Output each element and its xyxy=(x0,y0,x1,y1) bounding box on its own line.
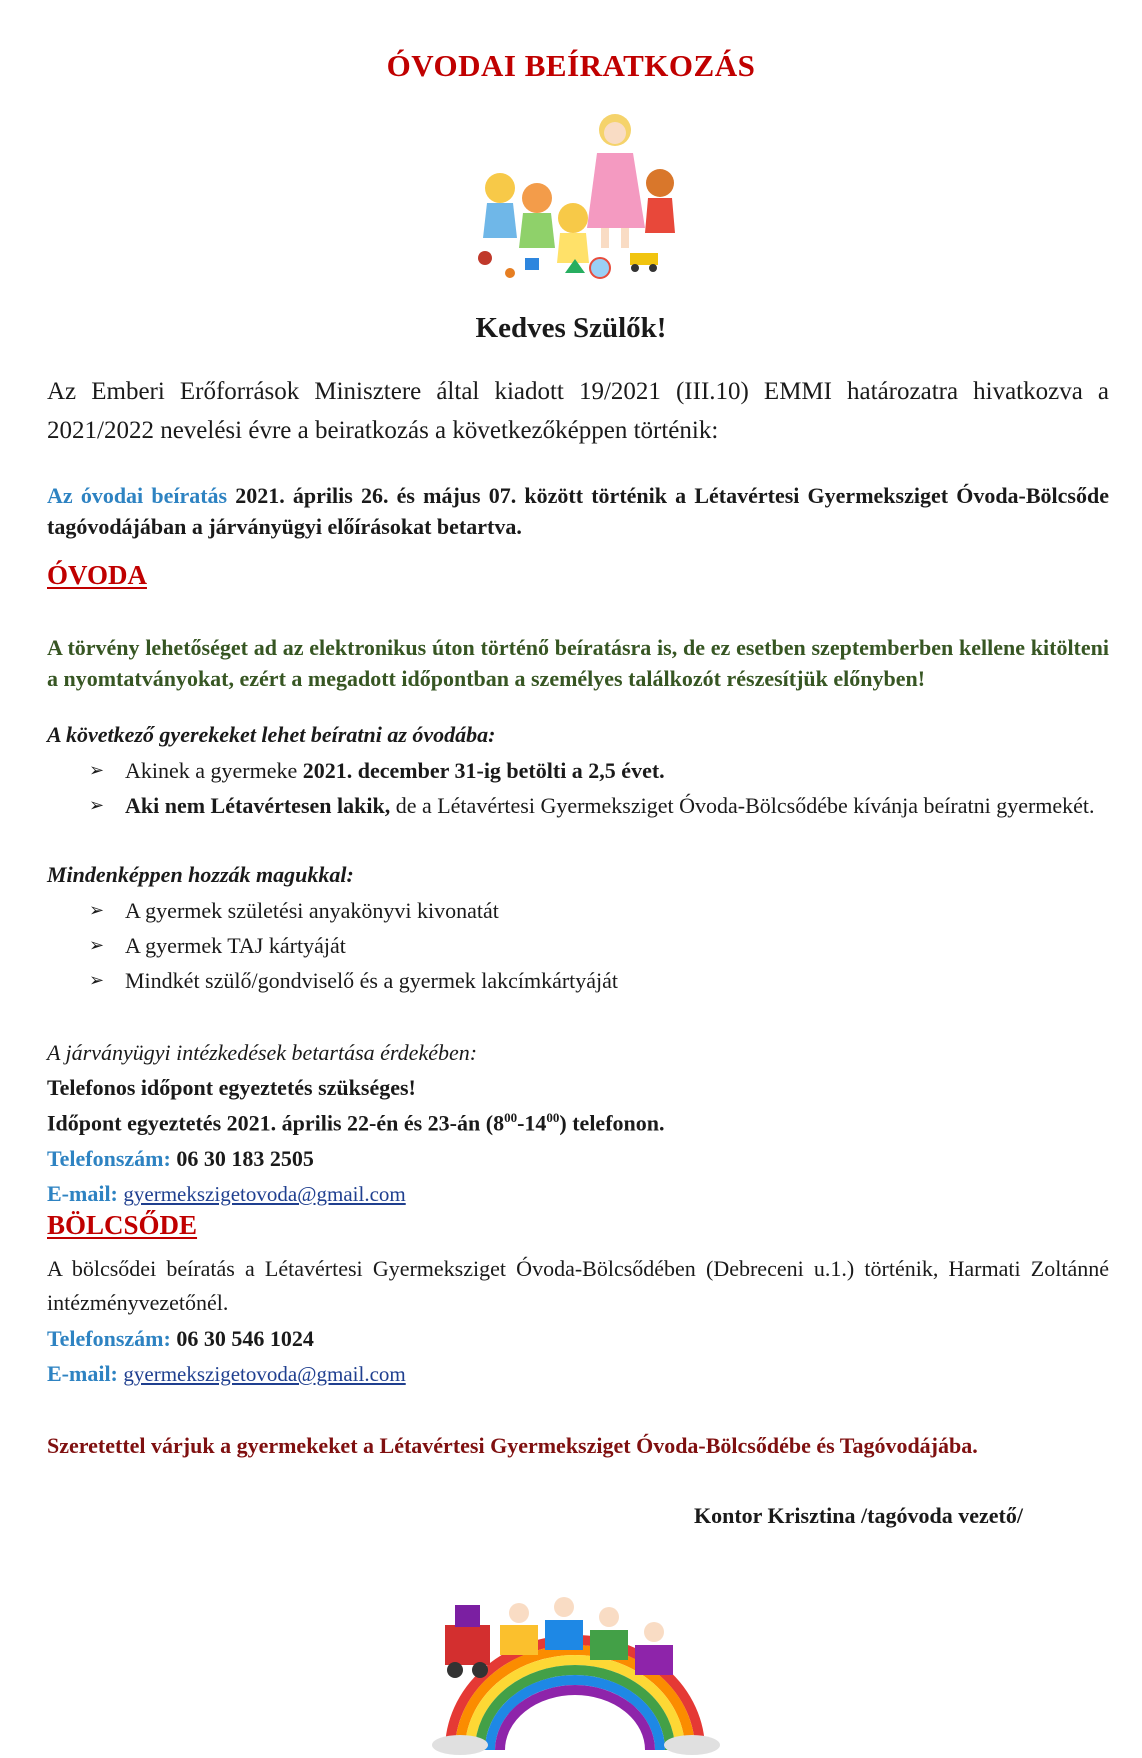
ovoda-email xyxy=(47,1181,406,1207)
epidemic-note: A járványügyi intézkedések betartása érdekében: xyxy=(47,1040,478,1065)
ovoda-phone xyxy=(47,1146,314,1172)
section-heading-ovoda: ÓVODA xyxy=(47,560,147,590)
signature: Kontor Krisztina /tagóvoda vezető/ xyxy=(694,1503,1023,1528)
section-heading-bolcsode: BÖLCSŐDE xyxy=(47,1210,198,1240)
closing-paragraph: Szeretettel várjuk a gyermekeket a Létavértesi Gyermeksziget Óvoda-Bölcsődébe és Tagóvodájába. xyxy=(47,1433,978,1458)
electronic-notice: A törvény lehetőséget ad az elektronikus úton történő beíratásra is, de ez esetben szeptemberben kellene kitölteni a nyomtatványokat, ezért a megadott időpontban a személyes találkozót részesítjük előnyben! xyxy=(47,635,1109,691)
list-item-text: A gyermek TAJ kártyáját xyxy=(125,933,346,958)
list-item-bold: 2021. december 31-ig betölti a 2,5 évet. xyxy=(302,758,665,783)
list-item-text: Akinek a gyermeke xyxy=(125,758,303,783)
list-item xyxy=(85,928,1109,963)
appointment-text-end: ) telefonon. xyxy=(559,1110,665,1136)
arrowhead-bullet-icon: ➢ xyxy=(89,970,105,990)
bolcsode-email xyxy=(47,1361,406,1387)
appointment-text-start: Időpont egyeztetés 2021. április 22-én és 23-án (8 xyxy=(47,1110,505,1136)
list-item-text: de a Létavértesi Gyermeksziget Óvoda-Bölcsődébe kívánja beíratni gyermekét. xyxy=(390,793,1095,818)
enrollment-dates-text: 2021. április 26. és május 07. között történik a Létavértesi Gyermeksziget Óvoda-Bölcsőde tagóvodájában a járványügyi előírásokat betartva. xyxy=(47,483,1109,539)
list-item xyxy=(85,963,1109,998)
email-link[interactable]: gyermekszigetovoda@gmail.com xyxy=(123,1362,406,1386)
rainbow-train-illustration xyxy=(430,1585,720,1755)
appointment-sup-start: 00 xyxy=(504,1110,518,1125)
list-item-bold: Aki nem Létavértesen lakik, xyxy=(125,793,391,818)
documents-list xyxy=(85,893,1109,998)
email-link[interactable]: gyermekszigetovoda@gmail.com xyxy=(123,1182,406,1206)
bolcsode-phone xyxy=(47,1326,314,1352)
phone-label: Telefonszám: xyxy=(47,1326,171,1351)
phone-number: 06 30 183 2505 xyxy=(170,1146,314,1171)
greeting: Kedves Szülők! xyxy=(475,312,667,344)
list-item xyxy=(85,788,1109,823)
appointment-note xyxy=(47,1110,665,1136)
phone-number: 06 30 546 1024 xyxy=(170,1326,314,1351)
teacher-children-illustration xyxy=(465,108,685,288)
arrowhead-bullet-icon: ➢ xyxy=(89,760,105,780)
list-item-text: Mindkét szülő/gondviselő és a gyermek lakcímkártyáját xyxy=(125,968,619,993)
enrollment-dates-paragraph xyxy=(47,480,1109,542)
page-title: ÓVODAI BEÍRATKOZÁS xyxy=(386,48,756,83)
eligibility-list xyxy=(85,753,1109,823)
enrollment-lead: Az óvodai beíratás xyxy=(47,483,228,508)
appointment-sup-end: 00 xyxy=(546,1110,560,1125)
intro-paragraph: Az Emberi Erőforrások Minisztere által kiadott 19/2021 (III.10) EMMI határozatra hivatkozva a 2021/2022 nevelési évre a beiratkozás a következőképpen történik: xyxy=(47,378,1109,444)
appointment-text-mid: -14 xyxy=(517,1110,547,1136)
arrowhead-bullet-icon: ➢ xyxy=(89,935,105,955)
list-item-text: A gyermek születési anyakönyvi kivonatát xyxy=(125,898,499,923)
list-item xyxy=(85,893,1109,928)
phone-needed-note: Telefonos időpont egyeztetés szükséges! xyxy=(47,1075,416,1100)
arrowhead-bullet-icon: ➢ xyxy=(89,900,105,920)
phone-label: Telefonszám: xyxy=(47,1146,171,1171)
email-label: E-mail: xyxy=(47,1361,118,1386)
list-item xyxy=(85,753,1109,788)
documents-heading: Mindenképpen hozzák magukkal: xyxy=(47,862,354,887)
eligibility-heading: A következő gyerekeket lehet beíratni az óvodába: xyxy=(47,722,496,747)
bolcsode-paragraph: A bölcsődei beíratás a Létavértesi Gyermeksziget Óvoda-Bölcsődében (Debreceni u.1.) történik, Harmati Zoltánné intézményvezetőnél. xyxy=(47,1256,1109,1315)
arrowhead-bullet-icon: ➢ xyxy=(89,795,105,815)
email-label: E-mail: xyxy=(47,1181,118,1206)
